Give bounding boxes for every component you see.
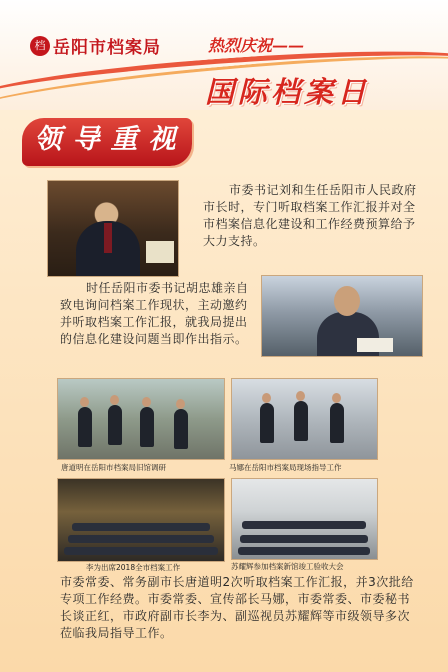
photo-attendee-row — [240, 535, 368, 543]
org-name: 岳阳市档案局 — [53, 38, 161, 58]
photo-audience-row — [68, 535, 214, 543]
photo-leader-meeting — [261, 275, 423, 357]
photo-figure-head — [110, 395, 119, 405]
caption-su-yaohui: 苏耀辉参加档案新馆竣工验收大会 — [231, 562, 344, 571]
photo-figure — [108, 405, 122, 445]
photo-figure — [330, 403, 344, 443]
banner-char: 视 — [148, 124, 176, 155]
photo-figure-head — [332, 393, 341, 403]
photo-figure — [78, 407, 92, 447]
photo-figure — [174, 409, 188, 449]
archives-bureau-logo — [30, 33, 161, 58]
photo-figure-head — [176, 399, 185, 409]
banner-char: 重 — [110, 124, 138, 155]
paragraph-leaders-summary: 市委常委、常务副市长唐道明2次听取档案工作汇报，并3次批给专项工作经费。市委常委、宣传部长马娜，市委常委、市委秘书长谈正红，市政府副市长李为、副巡视员苏耀辉等市级领导多次莅临我局指导工作。 — [60, 575, 414, 640]
photo-figure-head — [296, 391, 305, 401]
photo-conference-hall — [57, 478, 225, 562]
photo-old-archive-visit — [57, 378, 225, 460]
banner-char: 领 — [34, 124, 62, 155]
photo-audience-row — [72, 523, 210, 531]
photo-figure-head — [334, 286, 360, 316]
photo-on-site-guidance — [231, 378, 378, 460]
section-banner — [22, 118, 192, 166]
photo-nameplate — [357, 338, 393, 352]
caption-ma-na: 马娜在岳阳市档案局现场指导工作 — [229, 463, 342, 472]
event-title: 国际档案日 — [205, 75, 371, 109]
paragraph-hu-zhongxiong: 时任岳阳市委书记胡忠雄亲自致电询问档案工作现状，主动邀约并听取档案工作汇报，就我局提出的信息化建设问题当即作出指示。 — [60, 281, 249, 346]
caption-li-wei: 李为出席2018全市档案工作 — [86, 563, 181, 572]
photo-attendee-row — [238, 547, 370, 555]
banner-char: 导 — [72, 124, 100, 155]
photo-figure-head — [80, 397, 89, 407]
emblem-icon: 档 — [30, 36, 50, 56]
photo-audience-row — [64, 547, 218, 555]
photo-figure — [140, 407, 154, 447]
photo-acceptance-meeting — [231, 478, 378, 560]
paragraph-liu-hesheng: 市委书记刘和生任岳阳市人民政府市长时，专门听取档案工作汇报并对全市档案信息化建设和工作经费预算给予大力支持。 — [203, 183, 417, 248]
caption-tang-daoming: 唐道明在岳阳市档案局旧馆调研 — [61, 463, 166, 472]
celebrate-heading: 热烈庆祝—— — [208, 36, 305, 55]
photo-figure — [260, 403, 274, 443]
photo-figure — [294, 401, 308, 441]
photo-tie — [104, 223, 112, 253]
photo-leader-office — [47, 180, 179, 277]
photo-figure-head — [262, 393, 271, 403]
photo-nameplate — [146, 241, 174, 263]
photo-attendee-row — [242, 521, 366, 529]
photo-figure-head — [142, 397, 151, 407]
